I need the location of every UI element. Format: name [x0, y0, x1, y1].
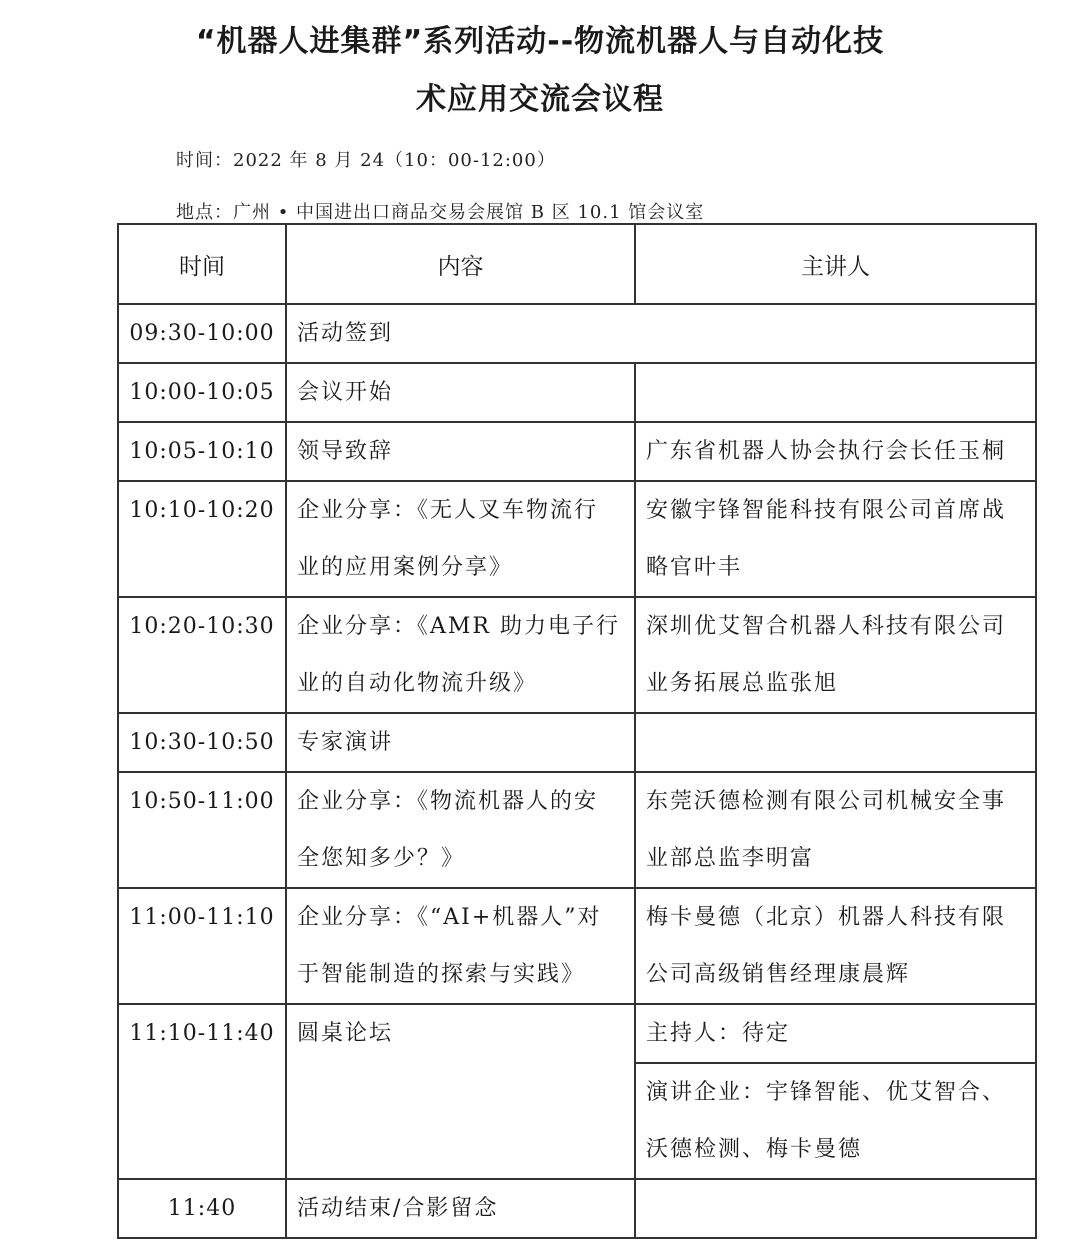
agenda-content: 专家演讲: [286, 713, 635, 772]
agenda-content: 企业分享：《物流机器人的安 全您知多少？》: [286, 772, 635, 888]
header-speaker: 主讲人: [635, 224, 1036, 304]
agenda-content: 企业分享：《AMR 助力电子行 业的自动化物流升级》: [286, 597, 635, 713]
agenda-speaker: 东莞沃德检测有限公司机械安全事 业部总监李明富: [635, 772, 1036, 888]
agenda-time: 10:50-11:00: [118, 772, 286, 888]
agenda-speaker: [635, 713, 1036, 772]
title-line-1: “机器人进集群”系列活动--物流机器人与自动化技: [195, 24, 885, 59]
agenda-row: [118, 1179, 1036, 1238]
agenda-time: 10:20-10:30: [118, 597, 286, 713]
title-line-2: 术应用交流会议程: [416, 82, 664, 117]
agenda-header-row: [118, 224, 1036, 304]
agenda-row: [118, 422, 1036, 481]
agenda-time: 11:10-11:40: [118, 1004, 286, 1179]
forum-companies: 演讲企业：宇锋智能、优艾智合、 沃德检测、梅卡曼德: [635, 1063, 1036, 1179]
agenda-row-forum: [118, 1004, 1036, 1063]
agenda-time: 10:05-10:10: [118, 422, 286, 481]
agenda-speaker: [635, 363, 1036, 422]
forum-host: 主持人：待定: [635, 1004, 1036, 1063]
agenda-row: [118, 597, 1036, 713]
agenda-table: [117, 223, 1037, 1239]
agenda-time: 10:10-10:20: [118, 481, 286, 597]
agenda-speaker: 广东省机器人协会执行会长任玉桐: [635, 422, 1036, 481]
agenda-speaker: [635, 1179, 1036, 1238]
agenda-row: [118, 363, 1036, 422]
header-content: 内容: [286, 224, 635, 304]
agenda-content: 活动结束/合影留念: [286, 1179, 635, 1238]
agenda-row: [118, 888, 1036, 1004]
agenda-content: 会议开始: [286, 363, 635, 422]
agenda-speaker: 深圳优艾智合机器人科技有限公司 业务拓展总监张旭: [635, 597, 1036, 713]
agenda-content: 领导致辞: [286, 422, 635, 481]
agenda-speaker: 安徽宇锋智能科技有限公司首席战 略官叶丰: [635, 481, 1036, 597]
agenda-content: 活动签到: [286, 304, 1036, 363]
event-time: 时间：2022 年 8 月 24（10：00-12:00）: [176, 150, 556, 171]
agenda-time: 10:00-10:05: [118, 363, 286, 422]
agenda-time: 11:40: [118, 1179, 286, 1238]
agenda-time: 10:30-10:50: [118, 713, 286, 772]
agenda-row: [118, 481, 1036, 597]
agenda-row: [118, 304, 1036, 363]
agenda-content: 企业分享：《无人叉车物流行 业的应用案例分享》: [286, 481, 635, 597]
agenda-speaker: 梅卡曼德（北京）机器人科技有限 公司高级销售经理康晨辉: [635, 888, 1036, 1004]
agenda-content: 圆桌论坛: [286, 1004, 635, 1179]
agenda-row: [118, 772, 1036, 888]
agenda-content: 企业分享：《“AI+机器人”对 于智能制造的探索与实践》: [286, 888, 635, 1004]
agenda-row: [118, 713, 1036, 772]
header-time: 时间: [118, 224, 286, 304]
event-location: 地点：广州 • 中国进出口商品交易会展馆 B 区 10.1 馆会议室: [176, 202, 705, 223]
agenda-time: 09:30-10:00: [118, 304, 286, 363]
agenda-time: 11:00-11:10: [118, 888, 286, 1004]
